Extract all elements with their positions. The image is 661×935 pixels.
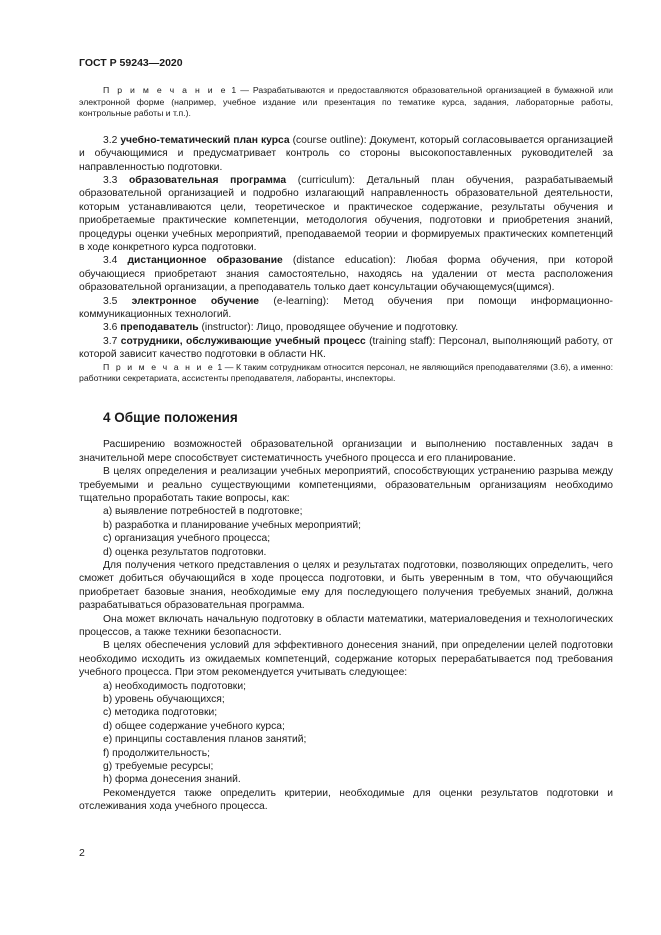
list-item: d) общее содержание учебного курса; — [103, 720, 285, 732]
list-item: h) форма донесения знаний. — [103, 774, 241, 786]
list-item: b) уровень обучающихся; — [103, 694, 225, 705]
term-number: 3.3 — [103, 175, 130, 186]
list-item: b) разработка и планирование учебных мероприятий; — [103, 519, 361, 531]
paragraph: Расширению возможностей образовательной организации и выполнению поставленных задач в значительной мере способствует систематичность учебного процесса и его планирование. — [79, 439, 613, 464]
note-2 — [79, 362, 613, 385]
term-number: 3.5 — [103, 295, 132, 307]
term-3-3 — [79, 174, 613, 254]
list-item: a) выявление потребностей в подготовке; — [103, 506, 303, 518]
note-text: 1 — К таким сотрудникам относится персонал, не являющийся преподавателями (3.6), а именно: работники секретариата, ассистенты преподавателя, лаборанты, инспекторы. — [79, 361, 613, 384]
note-label: П р и м е ч а н и е — [103, 85, 228, 95]
page-number: 2 — [79, 847, 85, 859]
term-3-5 — [79, 295, 613, 322]
paragraph: В целях обеспечения условий для эффективного донесения знаний, при определении целей подготовки необходимо исходить из ожидаемых компетенций, содержание которых перерабатывается под требования учебного процесса. При этом рекомендуется учитывать следующее: — [79, 640, 613, 679]
term-definition: (instructor): Лицо, проводящее обучение и подготовку. — [198, 322, 459, 334]
terms-list — [79, 134, 613, 362]
paragraph: Рекомендуется также определить критерии, необходимые для оценки результатов подготовки и отслеживания хода учебного процесса. — [79, 787, 613, 813]
list-item: g) требуемые ресурсы; — [103, 761, 214, 773]
term-name: образовательная программа — [129, 175, 287, 186]
term-name: электронное обучение — [131, 295, 260, 307]
paragraph: В целях определения и реализации учебных мероприятий, способствующих устранению разрыва между требуемыми и реально существующими компетенциями, образовательным организациям необходимо тщательно проработать такие вопросы, как: — [79, 466, 613, 504]
list-item: e) принципы составления планов занятий; — [103, 734, 307, 746]
term-definition: (distance education): Любая форма обучения, при которой обучающиеся приобретают знания самостоятельно, находясь на удалении от места расположения образовательной организации, а преподаватель только дает консультации обучающемуся(щимся). — [79, 255, 613, 294]
page-content — [79, 85, 613, 814]
paragraph: Для получения четкого представления о целях и результатах подготовки, позволяющих определить, чего сможет добиться обучающийся в ходе процесса подготовки, и быть уверенным в том, что обучающийся приобретает базовые знания, необходимые ему для последующего получения требуемых знаний, должна разрабатываться образовательная программа. — [79, 559, 613, 612]
term-name: преподаватель — [120, 322, 199, 334]
term-number: 3.2 — [103, 134, 121, 146]
list-item: c) методика подготовки; — [103, 707, 218, 719]
term-number: 3.6 — [103, 322, 121, 334]
term-name: учебно-тематический план курса — [120, 134, 290, 146]
term-name: дистанционное образование — [127, 255, 283, 267]
list-item: c) организация учебного процесса; — [103, 533, 271, 545]
term-number: 3.7 — [103, 335, 121, 347]
term-3-4 — [79, 254, 613, 294]
note-label: П р и м е ч а н и е — [103, 361, 215, 372]
list-item: f) продолжительность; — [103, 747, 210, 759]
note-1 — [79, 85, 613, 120]
list-item: a) необходимость подготовки; — [103, 680, 246, 692]
term-definition: (curriculum): Детальный план обучения, разрабатываемый образовательной организацией и подробно излагающий направленность образовательной деятельности, которым устанавливаются цели, теоретическое и практическое содержание, результаты обучения и приобретаемые практические компетенции, методология обучения, подготовки и приобретения знаний, процедуры оценки учебных мероприятий, преподаваемой теории и формируемых практических компетенций в ходе конкретного курса подготовки. — [79, 175, 614, 254]
term-3-7 — [79, 335, 613, 362]
list-item: d) оценка результатов подготовки. — [103, 546, 267, 558]
term-3-6 — [79, 321, 613, 334]
paragraph: Она может включать начальную подготовку в области математики, материаловедения и технологических процессов, а также техники безопасности. — [79, 613, 613, 638]
term-definition: (training staff): Персонал, выполняющий работу, от которой зависит качество подготовки в области НК. — [79, 335, 613, 361]
term-definition: (course outline): Документ, который согласовывается организацией и обучающимися и предусматривает контроль со стороны высокопоставленных руководителей за направленностью подготовки. — [79, 134, 613, 173]
term-definition: (e-learning): Метод обучения при помощи информационно-коммуникационных технологий. — [79, 295, 613, 321]
document-header: ГОСТ Р 59243—2020 — [79, 57, 183, 69]
note-text: 1 — Разрабатываются и предоставляются образовательной организацией в бумажной или электронной форме (например, учебное издание или презентация по тематике курса, задания, лабораторные работы, контрольные работы и т.п.). — [79, 85, 614, 119]
section-4-title: 4 Общие положения — [103, 409, 238, 425]
term-name: сотрудники, обслуживающие учебный процесс — [120, 335, 366, 347]
term-3-2 — [79, 134, 613, 174]
term-number: 3.4 — [103, 255, 128, 267]
